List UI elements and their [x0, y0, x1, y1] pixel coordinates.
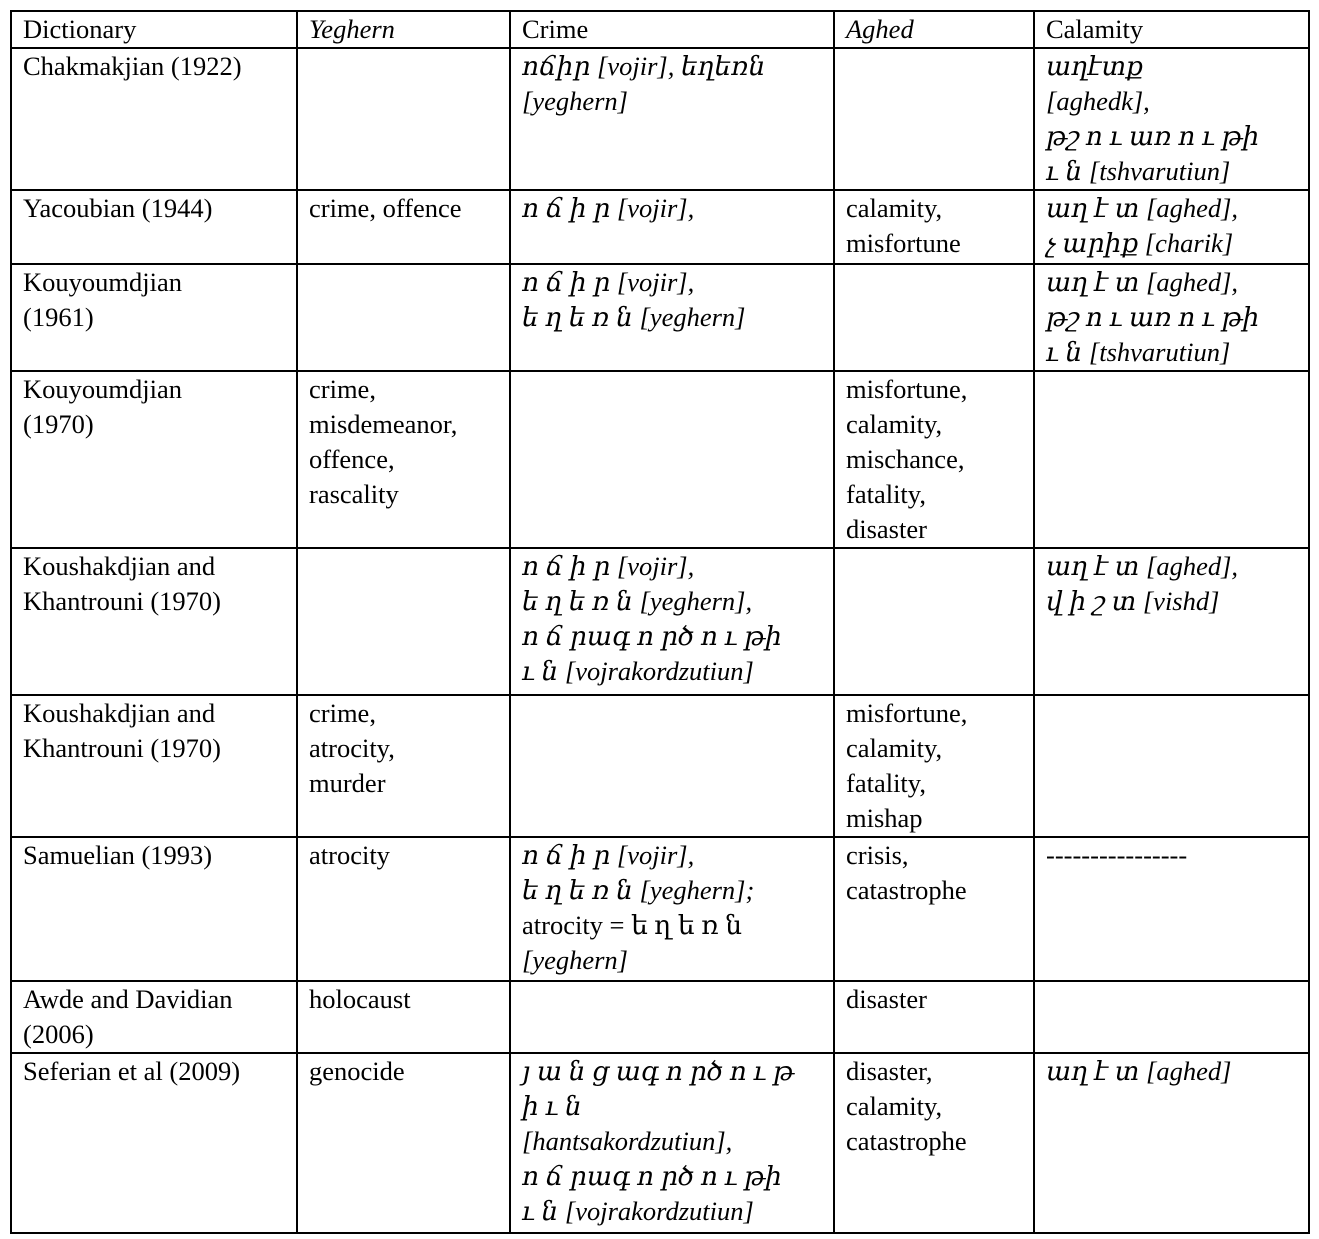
- cell-line: աղէտք: [1046, 51, 1143, 81]
- cell-calamity: [1034, 48, 1309, 190]
- cell-line: ո ճ ի ր [vojir],: [522, 267, 695, 297]
- cell-line: crime,: [309, 374, 376, 404]
- cell-dictionary: [11, 695, 297, 837]
- cell-line: Khantrouni (1970): [23, 733, 221, 763]
- cell-line: ե ղ ե ռ ն [yeghern],: [522, 586, 753, 616]
- cell-line: calamity,: [846, 193, 943, 223]
- cell-line: atrocity,: [309, 733, 395, 763]
- cell-line: ւ ն [tshvarutiun]: [1046, 337, 1231, 367]
- cell-dictionary: [11, 264, 297, 371]
- table-row: [11, 48, 1309, 190]
- cell-line: ո ճ ի ր [vojir],: [522, 193, 695, 223]
- cell-yeghern: [297, 190, 510, 264]
- cell-line: mishap: [846, 803, 923, 833]
- cell-line: disaster,: [846, 1056, 933, 1086]
- cell-line: calamity,: [846, 733, 943, 763]
- cell-crime: [510, 190, 834, 264]
- cell-dictionary: [11, 1053, 297, 1233]
- cell-line: disaster: [846, 984, 927, 1014]
- cell-line: misfortune,: [846, 374, 968, 404]
- cell-line: թշ ո ւ առ ո ւ թի: [1046, 302, 1260, 332]
- cell-line: Chakmakjian (1922): [23, 51, 242, 81]
- cell-aghed: [834, 190, 1034, 264]
- cell-aghed: [834, 695, 1034, 837]
- cell-line: crime,: [309, 698, 376, 728]
- cell-line: ւ ն [tshvarutiun]: [1046, 156, 1231, 186]
- cell-line: Kouyoumdjian: [23, 267, 182, 297]
- cell-line: catastrophe: [846, 1126, 967, 1156]
- cell-calamity: [1034, 371, 1309, 548]
- cell-dictionary: [11, 837, 297, 981]
- cell-line: calamity,: [846, 409, 943, 439]
- cell-crime: [510, 981, 834, 1053]
- cell-line: ո ճ ի ր [vojir],: [522, 551, 695, 581]
- cell-crime: [510, 371, 834, 548]
- table-row: [11, 837, 1309, 981]
- cell-calamity: [1034, 548, 1309, 695]
- header-yeghern: Yeghern: [297, 11, 510, 48]
- cell-line: [hantsakordzutiun],: [522, 1126, 733, 1156]
- dictionary-table-container: [10, 10, 1308, 1234]
- header-row: [11, 11, 1309, 48]
- cell-line: Samuelian (1993): [23, 840, 213, 870]
- cell-yeghern: [297, 264, 510, 371]
- table-row: [11, 1053, 1309, 1233]
- cell-yeghern: [297, 48, 510, 190]
- cell-line: ւ ն [vojrakordzutiun]: [522, 1196, 754, 1226]
- cell-crime: [510, 48, 834, 190]
- cell-dictionary: [11, 48, 297, 190]
- cell-calamity: [1034, 1053, 1309, 1233]
- cell-line: ե ղ ե ռ ն [yeghern]: [522, 302, 746, 332]
- cell-line: misfortune,: [846, 698, 968, 728]
- cell-line: offence,: [309, 444, 395, 474]
- cell-line: Koushakdjian and: [23, 698, 216, 728]
- table-row: [11, 981, 1309, 1053]
- cell-crime: [510, 264, 834, 371]
- cell-aghed: [834, 371, 1034, 548]
- cell-line: աղ է տ [aghed],: [1046, 193, 1239, 223]
- cell-line: calamity,: [846, 1091, 943, 1121]
- cell-line: ոճիր [vojir], եղեռն: [522, 51, 766, 81]
- cell-line: Khantrouni (1970): [23, 586, 221, 616]
- cell-crime: [510, 695, 834, 837]
- cell-aghed: [834, 1053, 1034, 1233]
- cell-aghed: [834, 264, 1034, 371]
- cell-line: catastrophe: [846, 875, 967, 905]
- cell-line: holocaust: [309, 984, 411, 1014]
- cell-calamity: [1034, 837, 1309, 981]
- cell-yeghern: [297, 981, 510, 1053]
- cell-line: genocide: [309, 1056, 405, 1086]
- cell-dictionary: [11, 548, 297, 695]
- cell-line: աղ է տ [aghed],: [1046, 551, 1239, 581]
- cell-line: ե ղ ե ռ ն [yeghern];: [522, 875, 755, 905]
- cell-aghed: [834, 548, 1034, 695]
- cell-line: fatality,: [846, 479, 926, 509]
- cell-line: Koushakdjian and: [23, 551, 216, 581]
- cell-line: թշ ո ւ առ ո ւ թի: [1046, 121, 1260, 151]
- cell-line: (2006): [23, 1019, 94, 1049]
- cell-crime: [510, 548, 834, 695]
- header-calamity: Calamity: [1034, 11, 1309, 48]
- cell-line: ո ճ րագ ո րծ ո ւ թի: [522, 1161, 782, 1191]
- cell-dictionary: [11, 190, 297, 264]
- header-crime: Crime: [510, 11, 834, 48]
- cell-calamity: [1034, 695, 1309, 837]
- cell-line: վ ի շ տ [vishd]: [1046, 586, 1220, 616]
- cell-line: աղ է տ [aghed]: [1046, 1056, 1232, 1086]
- cell-line: ւ ն [vojrakordzutiun]: [522, 656, 754, 686]
- cell-aghed: [834, 981, 1034, 1053]
- dictionary-comparison-table: [10, 10, 1310, 1234]
- cell-line: [aghedk],: [1046, 86, 1150, 116]
- table-row: [11, 371, 1309, 548]
- cell-line: atrocity = ե ղ ե ռ ն: [522, 910, 743, 940]
- table-row: [11, 264, 1309, 371]
- cell-yeghern: [297, 371, 510, 548]
- cell-dictionary: [11, 981, 297, 1053]
- cell-line: յ ա ն ց ագ ո րծ ո ւ թ: [522, 1056, 794, 1086]
- cell-line: crisis,: [846, 840, 909, 870]
- cell-line: murder: [309, 768, 386, 798]
- cell-yeghern: [297, 837, 510, 981]
- cell-line: չ արիք [charik]: [1046, 228, 1234, 258]
- cell-line: rascality: [309, 479, 399, 509]
- cell-line: [yeghern]: [522, 86, 628, 116]
- cell-line: misdemeanor,: [309, 409, 458, 439]
- cell-line: Seferian et al (2009): [23, 1056, 241, 1086]
- cell-line: fatality,: [846, 768, 926, 798]
- table-row: [11, 548, 1309, 695]
- cell-calamity: [1034, 264, 1309, 371]
- cell-line: (1970): [23, 409, 94, 439]
- cell-line: աղ է տ [aghed],: [1046, 267, 1239, 297]
- cell-line: disaster: [846, 514, 927, 544]
- cell-line: mischance,: [846, 444, 965, 474]
- cell-line: misfortune: [846, 228, 961, 258]
- header-dictionary: Dictionary: [11, 11, 297, 48]
- cell-line: Kouyoumdjian: [23, 374, 182, 404]
- cell-line: atrocity: [309, 840, 390, 870]
- cell-line: (1961): [23, 302, 94, 332]
- cell-line: ո ճ րագ ո րծ ո ւ թի: [522, 621, 782, 651]
- cell-line: Yacoubian (1944): [23, 193, 213, 223]
- cell-calamity: [1034, 190, 1309, 264]
- cell-aghed: [834, 837, 1034, 981]
- cell-line: ----------------: [1046, 840, 1188, 870]
- cell-line: ի ւ ն: [522, 1091, 582, 1121]
- cell-line: crime, offence: [309, 193, 462, 223]
- cell-aghed: [834, 48, 1034, 190]
- cell-crime: [510, 837, 834, 981]
- cell-dictionary: [11, 371, 297, 548]
- cell-yeghern: [297, 1053, 510, 1233]
- cell-line: ո ճ ի ր [vojir],: [522, 840, 695, 870]
- table-row: [11, 190, 1309, 264]
- cell-calamity: [1034, 981, 1309, 1053]
- cell-line: [yeghern]: [522, 945, 628, 975]
- cell-yeghern: [297, 548, 510, 695]
- table-row: [11, 695, 1309, 837]
- cell-yeghern: [297, 695, 510, 837]
- cell-crime: [510, 1053, 834, 1233]
- header-aghed: Aghed: [834, 11, 1034, 48]
- table-body: [11, 48, 1309, 1233]
- cell-line: Awde and Davidian: [23, 984, 233, 1014]
